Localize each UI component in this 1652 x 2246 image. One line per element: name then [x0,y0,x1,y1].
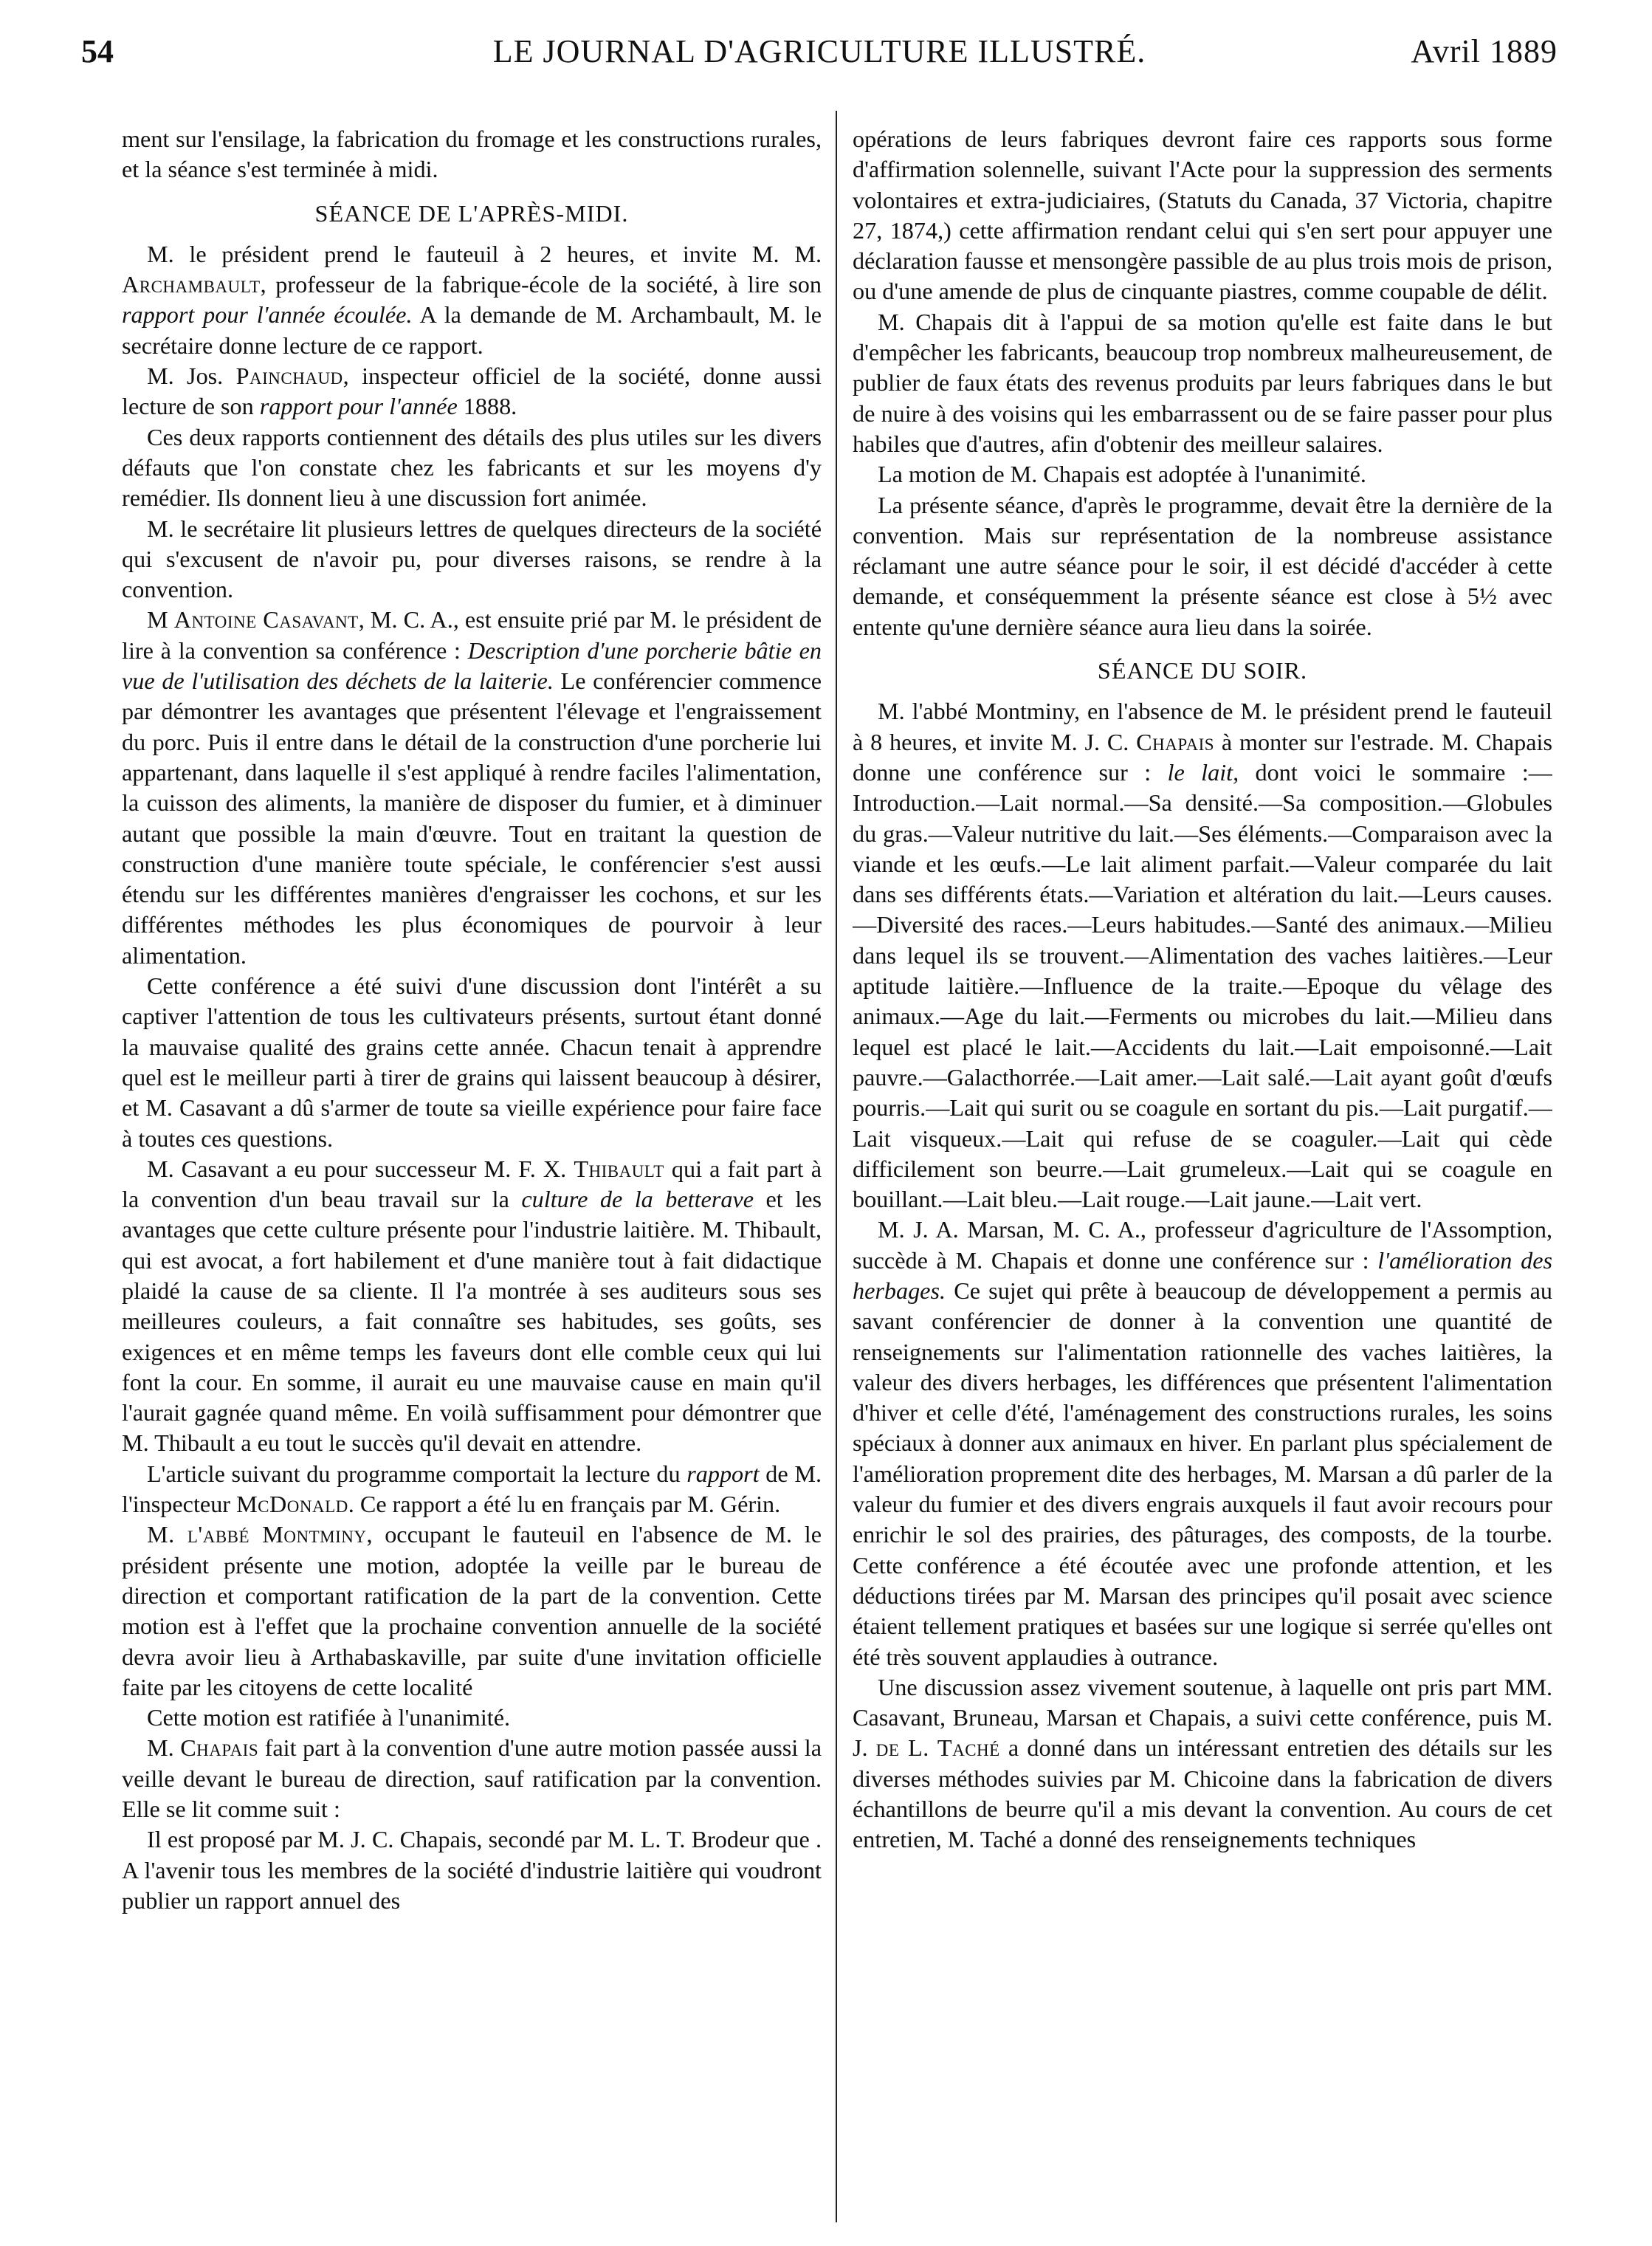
section-heading: SÉANCE DE L'APRÈS-MIDI. [314,199,629,227]
paragraph: ment sur l'ensilage, la fabrication du fromage et les constructions rurales, et la séance s'est terminée à midi. [122,126,822,183]
paragraph: L'article suivant du programme comportait la lecture du rapport de M. l'inspecteur McDonald. Ce rapport a été lu en français par M. Gérin. [122,1460,822,1518]
paragraph: M. le président prend le fauteuil à 2 heures, et invite M. M. Archambault, professeur de la fabrique-école de la société, à lire son rapport pour l'année écoulée. A la demande de M. Archambault, M. le secrétaire donne lecture de ce rapport. [122,240,822,359]
paragraph: Cette conférence a été suivi d'une discussion dont l'intérêt a su captiver l'attention de tous les cultivateurs présents, surtout étant donné la mauvaise qualité des grains cette année. Chacun tenait à apprendre quel est le meilleur parti à tirer de grains qui laissent beaucoup à désirer, et M. Casavant a dû s'armer de toute sa vieille expérience pour faire face à toutes ces questions. [122,972,822,1152]
right-column [853,124,1552,2214]
paragraph: M. Chapais dit à l'appui de sa motion qu'elle est faite dans le but d'empêcher les fabricants, beaucoup trop nombreux malheureusement, de publier de faux états des revenus produits par leurs fabriques dans le but de nuire à des voisins qui les embarrassent ou de se faire passer pour plus habiles que d'autres, afin d'obtenir des meilleur salaires. [853,308,1552,457]
paragraph: La présente séance, d'après le programme, devait être la dernière de la convention. Mais sur représentation de la nombreuse assistance réclamant une autre séance pour le soir, il est décidé d'accéder à cette demande, et conséquemment la présente séance est close à 5½ avec entente qu'une dernière séance aura lieu dans la soirée. [853,491,1552,640]
paragraph: M. Jos. Painchaud, inspecteur officiel de la société, donne aussi lecture de son rapport pour l'année 1888. [122,363,822,420]
paragraph: M. l'abbé Montminy, en l'absence de M. le président prend le fauteuil à 8 heures, et invite M. J. C. Chapais à monter sur l'estrade. M. Chapais donne une conférence sur : le lait, dont voici le sommaire :—Introduction.—Lait normal.—Sa densité.—Sa composition.—Globules du gras.—Valeur nutritive du lait.—Ses éléments.—Comparaison avec la viande et les œufs.—Le lait aliment parfait.—Valeur comparée du lait dans ses différents états.—Variation et altération du lait.—Leurs causes.—Diversité des races.—Leurs habitudes.—Santé des animaux.—Milieu dans lequel ils se trouvent.—Alimentation des vaches laitières.—Leur aptitude laitière.—Influence de la traite.—Epoque du vêlage des animaux.—Age du lait.—Ferments ou microbes du lait.—Milieu dans lequel est placé le lait.—Accidents du lait.—Lait empoisonné.—Lait pauvre.—Galacthorrée.—Lait amer.—Lait salé.—Lait ayant goût d'œufs pourris.—Lait qui surit ou se coagule en sortant du pis.—Lait purgatif.—Lait visqueux.—Lait qui refuse de se coaguler.—Lait qui cède difficilement son beurre.—Lait grumeleux.—Lait qui se coagule en bouillant.—Lait bleu.—Lait rouge.—Lait jaune.—Lait vert. [853,698,1552,1213]
column-divider [836,111,837,2222]
paragraph: Une discussion assez vivement soutenue, à laquelle ont pris part MM. Casavant, Bruneau, Marsan et Chapais, a suivi cette conférence, puis M. J. de L. Taché a donné dans un intéressant entretien des détails sur les diverses méthodes suivies par M. Chicoine dans la fabrication de divers échantillons de beurre qu'il a mis devant la convention. Au cours de cet entretien, M. Taché a donné des renseignements techniques [853,1673,1552,1853]
paragraph: M. l'abbé Montminy, occupant le fauteuil en l'absence de M. le président présente une motion, adoptée la veille par le bureau de direction et comportant ratification de la part de la convention. Cette motion est à l'effet que la prochaine convention annuelle de la société devra avoir lieu à Arthabaskaville, par suite d'une invitation officielle faite par les citoyens de cette localité [122,1521,822,1700]
paragraph: M Antoine Casavant, M. C. A., est ensuite prié par M. le président de lire à la convention sa conférence : Description d'une porcherie bâtie en vue de l'utilisation des déchets de la laiterie. Le conférencier commence par démontrer les avantages que présentent l'élevage et l'engraissement du porc. Puis il entre dans le détail de la construction d'une porcherie lui appartenant, dans laquelle il s'est appliqué à rendre faciles l'alimentation, la cuisson des aliments, la manière de disposer du fumier, et à diminuer autant que possible la main d'œuvre. Tout en traitant la question de construction d'une manière toute spéciale, le conférencier s'est aussi étendu sur les différentes manières d'engraisser les cochons, et sur les différentes méthodes les plus économiques de pourvoir à leur alimentation. [122,606,822,969]
paragraph: Ces deux rapports contiennent des détails des plus utiles sur les divers défauts que l'on constate chez les fabricants et sur les moyens d'y remédier. Ils donnent lieu à une discussion fort animée. [122,423,822,512]
issue-date: Avril 1889 [1411,33,1558,69]
paragraph: opérations de leurs fabriques devront faire ces rapports sous forme d'affirmation solennelle, suivant l'Acte pour la suppression des serments volontaires et extra-judiciaires, (Statuts du Canada, 37 Victoria, chapitre 27, 1874,) cette affirmation rendant celui qui s'en sert pour appuyer une déclaration fausse et mensongère passible de au plus trois mois de prison, ou d'une amende de plus de cinquante piastres, comme coupable de délit. [853,126,1552,305]
page-number: 54 [81,33,114,69]
paragraph: M. le secrétaire lit plusieurs lettres de quelques directeurs de la société qui s'excusent de n'avoir pu, pour diverses raisons, se rendre à la convention. [122,515,822,603]
paragraph: M. J. A. Marsan, M. C. A., professeur d'agriculture de l'Assomption, succède à M. Chapais et donne une conférence sur : l'amélioration des herbages. Ce sujet qui prête à beaucoup de développement a permis au savant conférencier de donner à la convention une quantité de renseignements sur l'alimentation rationnelle des vaches laitières, la valeur des divers herbages, les différences que présentent l'alimentation d'hiver et celle d'été, l'aménagement des constructions rurales, les soins spéciaux à donner aux animaux en hiver. En parlant plus spécialement de l'amélioration proprement dite des herbages, M. Marsan a dû parler de la valeur du fumier et des divers engrais auxquels il faut avoir recours pour enrichir le sol des prairies, des pâturages, des composts, de la tourbe. Cette conférence a été écoutée avec une profonde attention, et les déductions tirées par M. Marsan des principes qu'il posait avec science étaient tellement pratiques et basées sur une logique si serrée qu'elles ont été très souvent applaudies à outrance. [853,1216,1552,1670]
left-column [122,124,822,2214]
paragraph: Cette motion est ratifiée à l'unanimité. [147,1704,511,1731]
paragraph: La motion de M. Chapais est adoptée à l'unanimité. [878,461,1366,488]
section-heading: SÉANCE DU SOIR. [1097,657,1308,684]
paragraph: M. Chapais fait part à la convention d'une autre motion passée aussi la veille devant le bureau de direction, sauf ratification par la convention. Elle se lit comme suit : [122,1734,822,1823]
journal-title: LE JOURNAL D'AGRICULTURE ILLUSTRÉ. [492,33,1146,69]
paragraph: Il est proposé par M. J. C. Chapais, secondé par M. L. T. Brodeur que . A l'avenir tous les membres de la société d'industrie laitière qui voudront publier un rapport annuel des [122,1826,822,1914]
page-header [81,30,1558,74]
paragraph: M. Casavant a eu pour successeur M. F. X. Thibault qui a fait part à la convention d'un beau travail sur la culture de la betterave et les avantages que cette culture présente pour l'industrie laitière. M. Thibault, qui est avocat, a fort habilement et d'une manière tout à fait didactique plaidé la cause de sa cliente. Il l'a montrée à ses auditeurs sous ses meilleures couleurs, a fait connaître ses habitudes, ses goûts, ses exigences et en même temps les faveurs dont elle comble ceux qui lui font la cour. En somme, il aurait eu une mauvaise cause en main qu'il l'aurait gagnée quand même. En voilà suffisamment pour démontrer que M. Thibault a eu tout le succès qu'il devait en attendre. [122,1155,822,1457]
